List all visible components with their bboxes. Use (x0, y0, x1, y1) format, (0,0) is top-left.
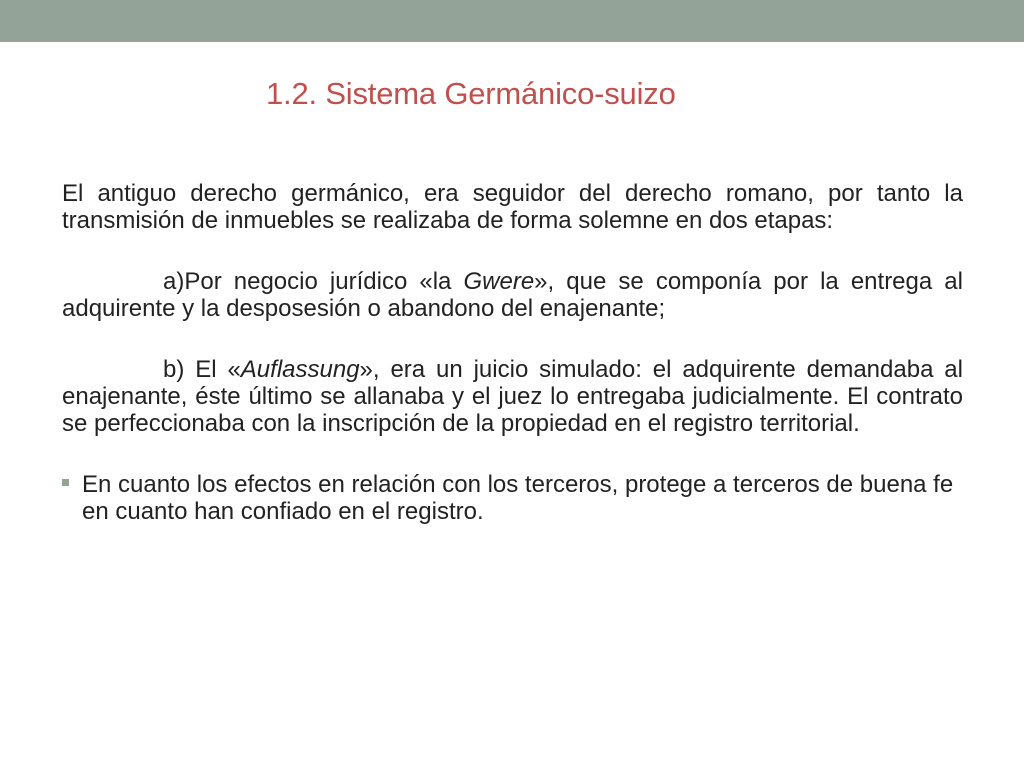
top-accent-bar (0, 0, 1024, 42)
bullet-square-icon (62, 479, 69, 486)
intro-paragraph: El antiguo derecho germánico, era seguidor del derecho romano, por tanto la transmisión de inmuebles se realizaba de forma solemne en dos etapas: (62, 180, 963, 234)
paragraph-b (62, 356, 963, 437)
paragraph-a-text: a)Por negocio jurídico «la (163, 268, 464, 295)
bullet-item (62, 471, 963, 525)
paragraph-a (62, 268, 963, 322)
slide-body (62, 180, 963, 525)
paragraph-b-text-end: », era un juicio simulado: el adquirente demandaba al enajenante, éste último se allanaba y el juez lo entregaba judicialmente. El contrato se perfeccionaba con la inscripción de la propiedad en el registro territorial. (62, 356, 963, 437)
paragraph-b-term: Auflassung (240, 356, 360, 383)
paragraph-b-text: b) El « (163, 356, 241, 383)
paragraph-a-text-end: », que se componía por la entrega al adquirente y la desposesión o abandono del enajenante; (62, 268, 963, 322)
paragraph-a-term: Gwere (463, 268, 535, 295)
slide-title: 1.2. Sistema Germánico-suizo (266, 76, 676, 111)
bullet-text: En cuanto los efectos en relación con los terceros, protege a terceros de buena fe en cuanto han confiado en el registro. (82, 471, 954, 525)
